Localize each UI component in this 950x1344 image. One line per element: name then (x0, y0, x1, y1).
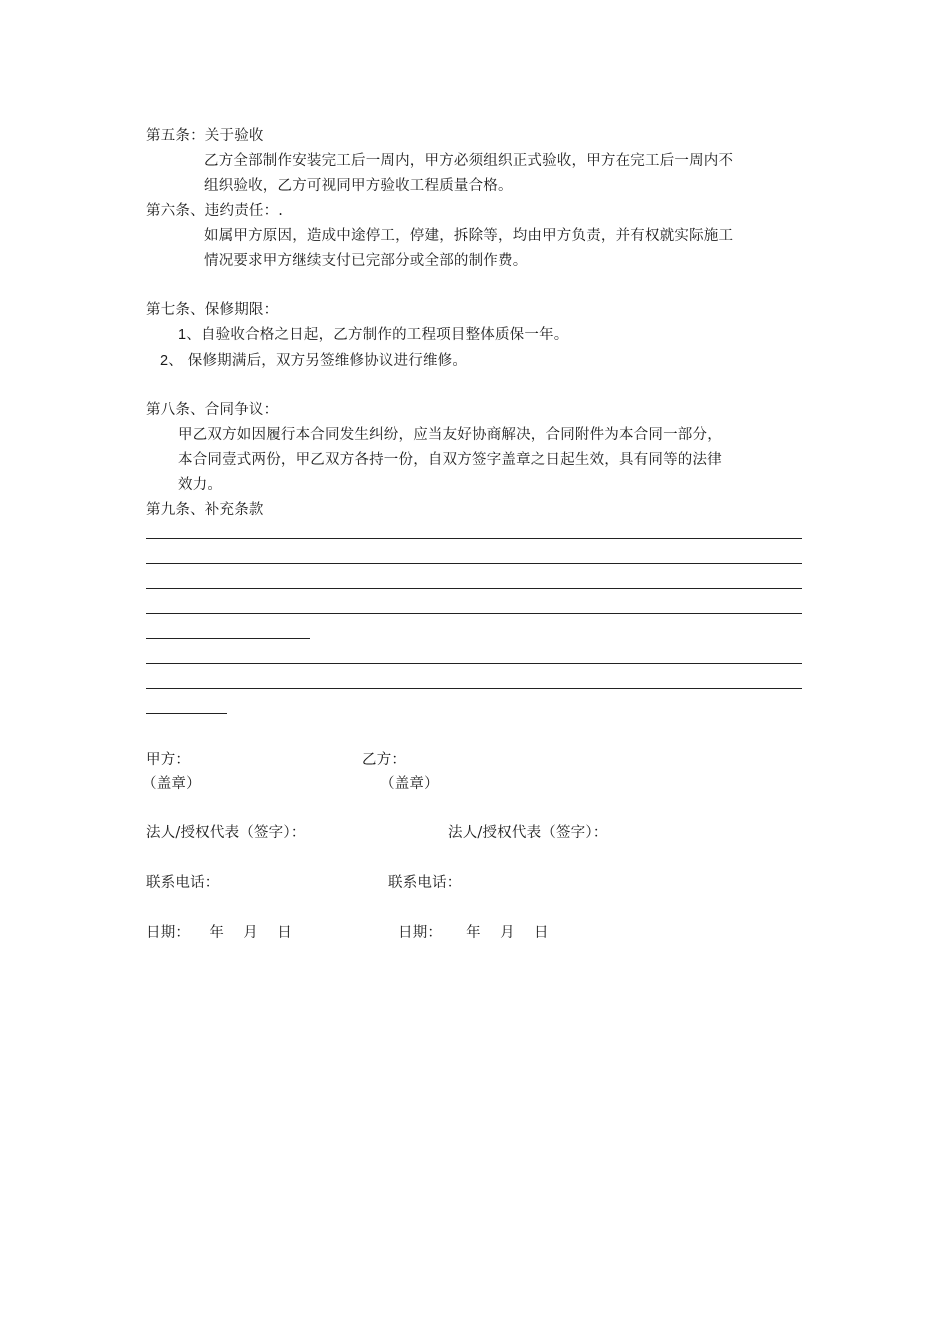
article7-item2-text: 、 保修期满后，双方另签维修协议进行维修。 (168, 353, 468, 369)
blank-rule (146, 538, 802, 539)
blank-rule (146, 613, 802, 614)
blank-rule (146, 688, 802, 689)
article8-body-line3: 效力。 (178, 477, 223, 493)
party-b-seal: （盖章） (380, 776, 439, 792)
article7-item1-text: 、自验收合格之日起，乙方制作的工程项目整体质保一年。 (186, 327, 569, 343)
article7-item1 (178, 323, 568, 347)
blank-rule (146, 663, 802, 664)
article7-item2 (160, 349, 467, 373)
article7-item2-number: 2 (160, 353, 169, 369)
article6-body-line1: 如属甲方原因，造成中途停工，停建，拆除等，均由甲方负责，并有权就实际施工 (204, 228, 734, 244)
blank-rule (146, 563, 802, 564)
article9-title: 第九条、补充条款 (146, 502, 264, 518)
blank-rule (146, 638, 310, 639)
party-b-date: 日期： 年 月 日 (398, 925, 549, 941)
party-b-phone: 联系电话： (388, 875, 462, 891)
party-b-label: 乙方： (362, 752, 407, 768)
article7-item1-number: 1 (178, 327, 187, 343)
party-b-representative: 法人/授权代表（签字）： (448, 825, 608, 841)
article6-title: 第六条、违约责任：. (146, 203, 284, 219)
blank-rule (146, 588, 802, 589)
article7-title: 第七条、保修期限： (146, 302, 279, 318)
party-a-date: 日期： 年 月 日 (146, 925, 292, 941)
party-a-seal: （盖章） (142, 776, 201, 792)
article8-body-line1: 甲乙双方如因履行本合同发生纠纷，应当友好协商解决，合同附件为本合同一部分， (178, 427, 722, 443)
blank-rule (146, 713, 227, 714)
article5-title: 第五条：关于验收 (146, 128, 264, 144)
article5-body-line2: 组织验收，乙方可视同甲方验收工程质量合格。 (204, 178, 513, 194)
article8-title: 第八条、合同争议： (146, 402, 279, 418)
party-a-representative: 法人/授权代表（签字）： (146, 825, 306, 841)
article5-body-line1: 乙方全部制作安装完工后一周内，甲方必须组织正式验收，甲方在完工后一周内不 (204, 153, 734, 169)
party-a-phone: 联系电话： (146, 875, 220, 891)
article6-body-line2: 情况要求甲方继续支付已完部分或全部的制作费。 (204, 253, 528, 269)
party-a-label: 甲方： (146, 752, 191, 768)
article8-body-line2: 本合同壹式两份，甲乙双方各持一份，自双方签字盖章之日起生效，具有同等的法律 (178, 452, 722, 468)
